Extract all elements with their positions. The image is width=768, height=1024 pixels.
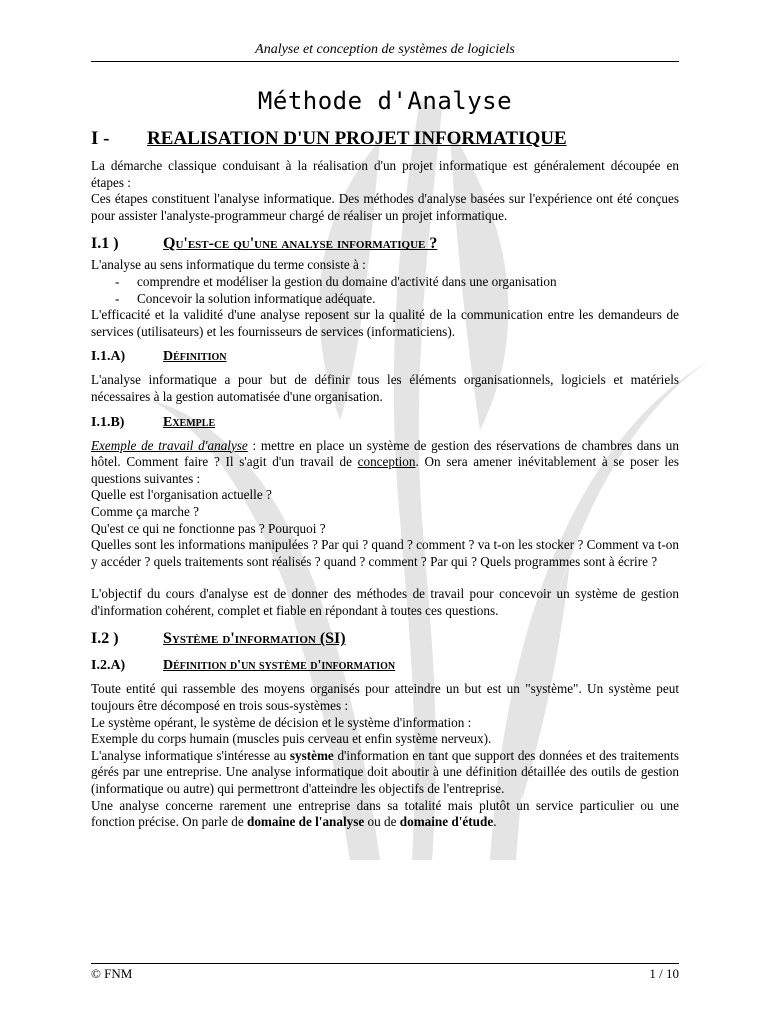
paragraph: Le système opérant, le système de décision et le système d'information : [91,714,472,730]
paragraph: Toute entité qui rassemble des moyens organisés pour atteindre un but est un "système". Un système peut toujours être décomposé en trois sous-systèmes : [91,681,679,714]
paragraph: L'objectif du cours d'analyse est de donner des méthodes de travail pour concevoir un système de gestion d'information cohérent, complet et fiable en répondant à toutes ces questions. [91,586,679,618]
paragraph: L'analyse informatique a pour but de définir tous les éléments organisationnels, logiciels et matériels nécessaires à la gestion automatisée d'une organisation. [91,372,679,404]
question-line: Comme ça marche ? [91,503,200,519]
section-number: I.2 ) [91,630,119,648]
section-title: REALISATION D'UN PROJET INFORMATIQUE [147,128,567,149]
section-number: I.2.A) [91,658,126,674]
paragraph: L'analyse au sens informatique du terme consiste à : [91,257,366,273]
section-title: Qu'est-ce qu'une analyse informatique ? [163,235,438,253]
conception-term: conception [357,454,416,470]
footer-divider [91,963,679,964]
paragraph: La démarche classique conduisant à la réalisation d'un projet informatique est généralement découpée en étapes : [91,158,679,190]
list-item: - comprendre et modéliser la gestion du domaine d'activité dans une organisation [115,274,679,291]
question-line: Quelles sont les informations manipulées ? Par qui ? quand ? comment ? va t-on les stocker ? Comment va t-on y accéder ? quels traitements sont réalisés ? quand ? comment ? Par qui ? Quels programmes sont à écrire ? [91,537,679,569]
bullet-list [91,274,679,307]
section-number: I.1.A) [91,349,126,365]
paragraph: L'efficacité et la validité d'une analyse reposent sur la qualité de la communication entre les demandeurs de services (utilisateurs) et les fournisseurs de services (informaticiens). [91,307,679,339]
bold-term: système [289,747,334,763]
header-divider [91,61,679,62]
section-heading-1-1 [91,234,679,254]
section-title: Définition d'un système d'information [163,658,396,674]
section-number: I.1 ) [91,235,119,253]
footer-author: © FNM [91,966,133,981]
paragraph [91,798,679,831]
text-run: . [493,814,497,830]
section-number: I.1.B) [91,414,125,430]
document-body [91,84,679,831]
blank-line [91,570,679,586]
example-label: Exemple de travail d'analyse [91,437,248,453]
list-item: - Concevoir la solution informatique adéquate. [115,291,679,308]
section-title: Exemple [163,414,216,430]
text-run: Une analyse concerne rarement une entreprise dans sa totalité mais plutôt un service particulier ou une fonction précise. On parle de [91,797,679,830]
section-title: Système d'information (SI) [163,630,346,648]
example-paragraph [91,438,679,488]
example-text: . On sera amener inévitablement à se poser les questions suivantes : [91,454,679,486]
text-run: ou de [364,814,400,830]
section-heading-1 [91,128,679,150]
paragraph [91,748,679,798]
section-heading-1-2-a [91,657,679,675]
section-heading-1-1-b [91,414,679,432]
section-heading-1-1-a [91,348,679,366]
text-run: L'analyse informatique s'intéresse au [91,747,290,763]
section-title: Définition [163,349,227,365]
document-title: Méthode d'Analyse [257,87,513,115]
question-line: Qu'est ce qui ne fonctionne pas ? Pourquoi ? [91,520,326,536]
paragraph: Ces étapes constituent l'analyse informatique. Des méthodes d'analyse basées sur l'expérience ont été conçues pour assister l'analyste-programmeur chargé de réaliser un projet informatique. [91,191,679,223]
section-heading-1-2 [91,629,679,649]
paragraph: Exemple du corps humain (muscles puis cerveau et enfin système nerveux). [91,731,492,747]
section-number: I - [91,128,110,149]
question-line: Quelle est l'organisation actuelle ? [91,487,272,503]
bold-term: domaine de l'analyse [247,814,365,830]
page-number: 1 / 10 [649,966,679,981]
bold-term: domaine d'étude [399,814,494,830]
running-header: Analyse et conception de systèmes de logiciels [255,42,515,57]
example-text: : mettre en place un système de gestion des réservations de chambres dans un hôtel. Comment faire ? Il s'agit d'un travail de [91,437,679,470]
text-run: d'information en tant que support des données et des traitements gérés par une entreprise. Une analyse informatique doit aboutir à une définition détaillée des outils de gestion (informatique ou autre) qui permettront d'atteindre les objectifs de l'entreprise. [91,747,679,797]
